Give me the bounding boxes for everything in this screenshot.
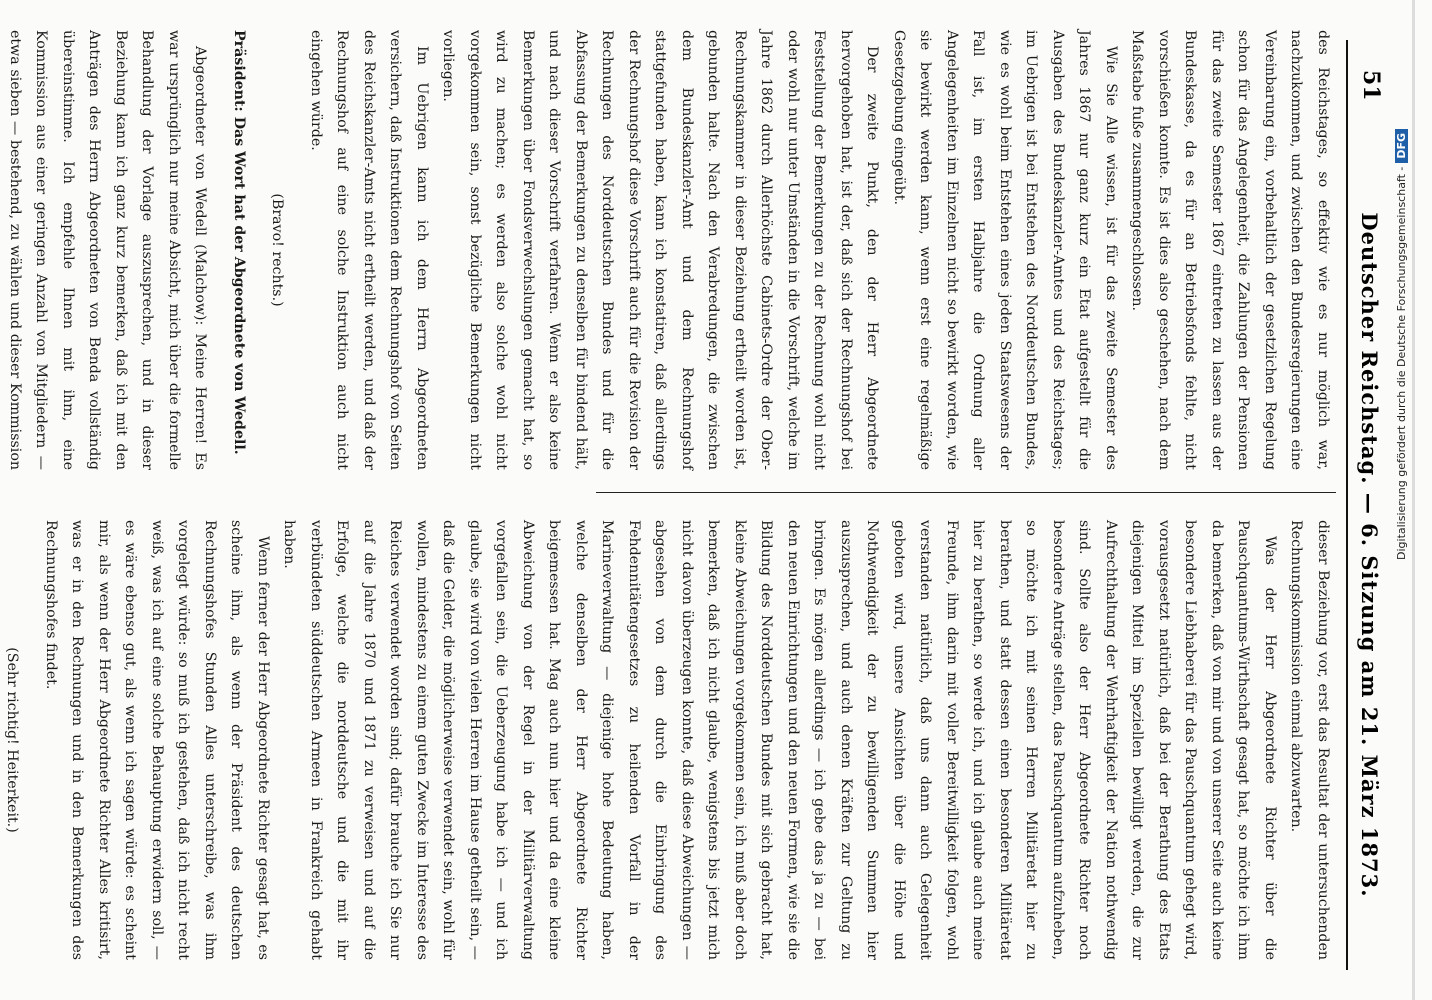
paragraph: Abgeordneter von Wedell (Malchow): Meine Herren! Es war ursprünglich nur meine Absicht, mich über die formelle Behandlung der Vorlage auszusprechen, und in dieser Beziehung kann ich ganz kurz bemerken, daß ich mit den Anträgen des Herrn Abgeordneten von Benda vollständig übereinstimme. Ich empfehle Ihnen mit ihm, eine Kommission aus einer geringen Anzahl von Mitgliedern — etwa sieben — bestehend, zu wählen und dieser Kommission — [7, 30, 209, 470]
left-column — [0, 30, 1336, 470]
header-rule — [1346, 40, 1348, 970]
paragraph: Was der Herr Abgeordnete Richter über die Pauschquantums-Wirthschaft gesagt hat, so möchte ich ihm da bemerken, daß von mir und von unserer Seite auch keine besondere Liebhaberei für das Pauschquantum gehegt wird, vorausgesetzt natürlich, daß bei der Berathung des Etats diejenigen Mittel im Speziellen bewilligt werden, die zur Aufrechthaltung der Wehrhaftigkeit der Nation nothwendig sind. Sollte also der Herr Abgeordnete Richter noch besondere Anträge stellen, das Pauschquantum aufzuheben, so möchte ich mit seinen Herren Militäretat hier zu berathen, und statt dessen einen besonderen Militäretat hier zu berathen, so werde ich, und ich glaube auch meine Freunde, ihm darin mit voller Bereitwilligkeit folgen, wohl verstanden natürlich, daß uns dann auch Gelegenheit geboten wird, unsere Ansichten über die Höhe und Nothwendigkeit der zu bewilligenden Summen hier auszusprechen, und auch denen Kräften zur Geltung zu bringen. Es mögen allerdings — ich gebe das ja zu — bei den neuen Einrichtungen und den neuen Formen, wie sie die Bildung des Norddeutschen Bundes mit sich gebracht hat, kleine Abweichungen vorgekommen sein, ich muß aber doch bemerken, daß ich nicht glaube, wenigstens bis jetzt mich nicht davon überzeugen konnte, daß diese Abweichungen — abgesehen von dem durch die Einbringung des Fehdennitätengesetzes zu heilenden Vorfall in der Marineverwaltung — diejenige hohe Bedeutung haben, welche denselben der Herr Abgeordnete Richter beigemessen hat. Mag auch nun hier und da eine kleine Abweichung von der Regel in der Militärverwaltung vorgefallen sein, die Ueberzeugung habe ich — und ich glaube, sie wird von vielen Herren im Hause getheilt sein, — daß die Gelder, die möglicherweise verwendet sein, wohl für wollen, mindestens zu einem guten Zwecke im Interesse des Reiches verwendet worden sind; dafür brauche ich Sie nur auf die Jahre 1870 und 1871 zu verweisen und auf die Erfolge, welche die norddeutsche und die mit ihr verbündeten süddeutschen Armeen in Frankreich gehabt haben. — [281, 520, 1278, 960]
paragraph: Im Uebrigen kann ich dem Herrn Abgeordneten versichern, daß Instruktionen dem Rechnungshof von Seiten des Reichskanzler-Amts nicht ertheilt werden, und daß der Rechnungshof auf eine solche Instruktion auch nicht eingehen würde. — [308, 30, 430, 470]
interjection: (Bravo! rechts.) — [269, 193, 286, 307]
page-number: 51 — [1358, 70, 1384, 101]
paragraph: dieser Beziehung vor, erst das Resultat der untersuchenden Rechnungskommission einmal abzuwarten. — [1288, 520, 1331, 960]
digitization-credit — [1395, 132, 1419, 560]
paragraph: Wenn ferner der Herr Abgeordnete Richter gesagt hat, es scheine ihm, als wenn der Präsident des deutschen Rechnungshofes Stunden Alles unterschreibe, was ihm vorgelegt würde: so muß ich gestehen, daß ich nicht recht weiß, was ich auf eine solche Behauptung erwidern soll, — es wäre ebenso gut, als wenn ich sagen würde: es scheint mir, als wenn der Herr Abgeordnete Richter Alles kritisirt, was er in den Rechnungen und in den Bemerkungen des Rechnungshofes findet. — [43, 520, 271, 960]
paragraph: des Reichstages, so effektiv wie es nur möglich war, nachzukommen, und zwischen den Bundesregierungen eine Vereinbarung ein, vorbehaltlich der gesetzlichen Regelung schon für das Angelegenheit, die Zahlungen der Pensionen für das zweite Semester 1867 eintreten zu lassen aus der Bundeskasse, da es für an Betriebsfonds fehlte, nicht vorschießen konnte. Es ist dies also geschehen, nach dem Maßstabe fuße zusammengeschlossen. — [1129, 30, 1331, 470]
interjection: (Sehr richtig! Heiterkeit.) — [4, 647, 21, 833]
running-title: Deutscher Reichstag. — 6. Sitzung am 21. März 1873. — [1357, 212, 1382, 898]
paragraph: Der zweite Punkt, den der Herr Abgeordnete hervorgehoben hat, ist der, daß sich der Rechnungshof bei Feststellung der Bemerkungen zu der Rechnung wohl nicht oder wohl nur unter Umständen in die Vorschrift, welche im Jahre 1862 durch Allerhöchste Cabinets-Ordre der Ober-Rechnungskammer in dieser Beziehung ertheilt worden ist, gebunden halte. Nach den Verabredungen, die zwischen dem Bundeskanzler-Amt und dem Rechnungshof stattgefunden haben, kann ich konstatiren, daß allerdings der Rechnungshof diese Vorschrift auch für die Revision der Rechnungen des Norddeutschen Bundes und für die Abfassung der Bemerkungen zu denselben für bindend hält, und nach dieser Vorschrift verfahren. Wenn er also keine Bemerkungen über Fondsverwechslungen gemacht hat, so wird zu machen; es werden also solche wohl nicht vorgekommen sein, sonst bezügliche Bemerkungen nicht vorliegen. — [440, 30, 881, 470]
column-divider — [596, 492, 1336, 493]
paragraph: Wie Sie Alle wissen, ist für das zweite Semester des Jahres 1867 nur ganz kurz ein Etat aufgestellt für die Ausgaben des Bundeskanzler-Amtes und des Reichstages; im Uebrigen ist bei Entstehen des Norddeutschen Bundes, wie es wohl beim Entstehen eines jeden Staatswesens der Fall ist, im ersten Halbjahre die Ordnung aller Angelegenheiten im Einzelnen nicht so bewirkt worden, wie sie bewirkt werden kann, wenn erst eine regelmäßige Gesetzgebung eingeübt. — [891, 30, 1119, 470]
dfg-logo: DFG — [1395, 129, 1408, 163]
page-header — [1352, 70, 1384, 940]
right-column — [0, 520, 1336, 960]
speaker-line: Präsident: Das Wort hat der Abgeordnete von Wedell. — [231, 30, 247, 455]
credit-text: Digitalisierung gefördert durch die Deutsche Forschungsgemeinschaft - — [1395, 166, 1408, 560]
